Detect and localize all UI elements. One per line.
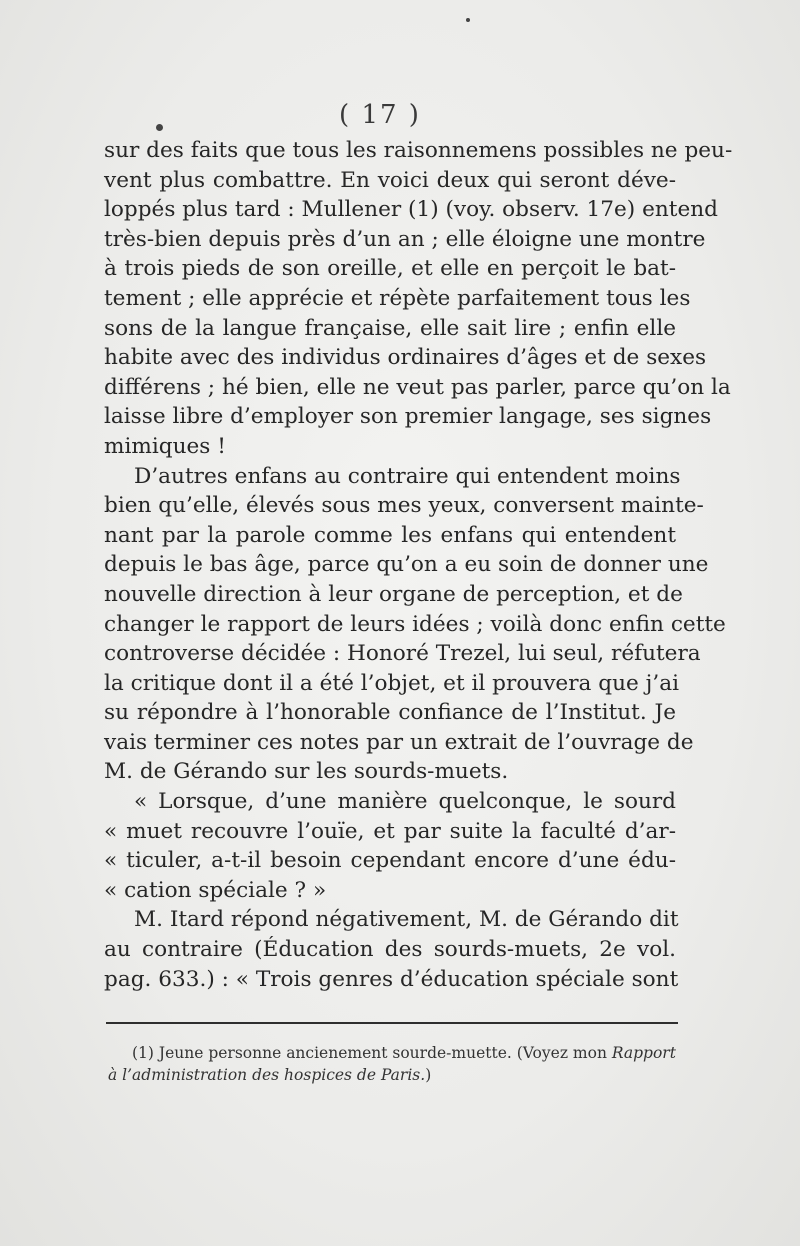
footnote-italic: à l’administration des hospices de Paris. [108, 1066, 426, 1084]
footnote [108, 1042, 678, 1086]
text-line: bien qu’elle, élevés sous mes yeux, conversent mainte- [104, 493, 704, 519]
page-number: ( 17 ) [339, 100, 421, 130]
text-line: très-bien depuis près d’un an ; elle éloigne une montre [104, 226, 706, 252]
text-line: su répondre à l’honorable confiance de l’Institut. Je [104, 700, 676, 726]
footnote-text: ) [425, 1066, 432, 1084]
text-line: nouvelle direction à leur organe de perception, et de [104, 581, 683, 607]
footnote-divider [106, 1022, 678, 1024]
text-line: au contraire (Éducation des sourds-muets, 2e vol. [104, 937, 676, 963]
quote-line: « muet recouvre l’ouïe, et par suite la faculté d’ar- [104, 818, 676, 844]
text-line: changer le rapport de leurs idées ; voilà donc enfin cette [104, 611, 726, 637]
quote-line: « Lorsque, d’une manière quelconque, le sourd [134, 789, 676, 815]
text-line: laisse libre d’employer son premier langage, ses signes [104, 404, 712, 430]
footnote-italic: Rapport [611, 1044, 676, 1062]
text-line: vent plus combattre. En voici deux qui seront déve- [104, 167, 676, 193]
text-line: nant par la parole comme les enfans qui entendent [104, 522, 676, 548]
text-line: controverse décidée : Honoré Trezel, lui seul, réfutera [104, 641, 701, 667]
text-line: la critique dont il a été l’objet, et il prouvera que j’ai [104, 670, 679, 696]
text-line: M. Itard répond négativement, M. de Gérando dit [134, 907, 679, 933]
text-line: loppés plus tard : Mullener (1) (voy. observ. 17e) entend [104, 197, 718, 223]
text-line: à trois pieds de son oreille, et elle en perçoit le bat- [104, 256, 676, 282]
text-line: pag. 633.) : « Trois genres d’éducation spéciale sont [104, 966, 679, 992]
text-line: sons de la langue française, elle sait lire ; enfin elle [104, 315, 676, 341]
text-line: différens ; hé bien, elle ne veut pas parler, parce qu’on la [104, 374, 731, 400]
footnote-text: (1) Jeune personne ancienement sourde-muette. (Voyez mon [132, 1044, 612, 1062]
text-line: mimiques ! [104, 433, 226, 459]
text-line: M. de Gérando sur les sourds-muets. [104, 759, 509, 785]
footnote-line [108, 1064, 678, 1086]
ink-speck [466, 18, 470, 22]
main-text [104, 136, 733, 994]
text-line: depuis le bas âge, parce qu’on a eu soin de donner une [104, 552, 709, 578]
text-line: habite avec des individus ordinaires d’âges et de sexes [104, 345, 707, 371]
text-line: D’autres enfans au contraire qui entendent moins [134, 463, 681, 489]
quote-line: « ticuler, a-t-il besoin cependant encore d’une édu- [104, 848, 676, 874]
quote-line: « cation spéciale ? » [104, 877, 327, 903]
text-line: vais terminer ces notes par un extrait de l’ouvrage de [104, 729, 694, 755]
footnote-line [108, 1042, 678, 1064]
text-line: tement ; elle apprécie et répète parfaitement tous les [104, 285, 691, 311]
text-line: sur des faits que tous les raisonnemens possibles ne peu- [104, 138, 733, 163]
